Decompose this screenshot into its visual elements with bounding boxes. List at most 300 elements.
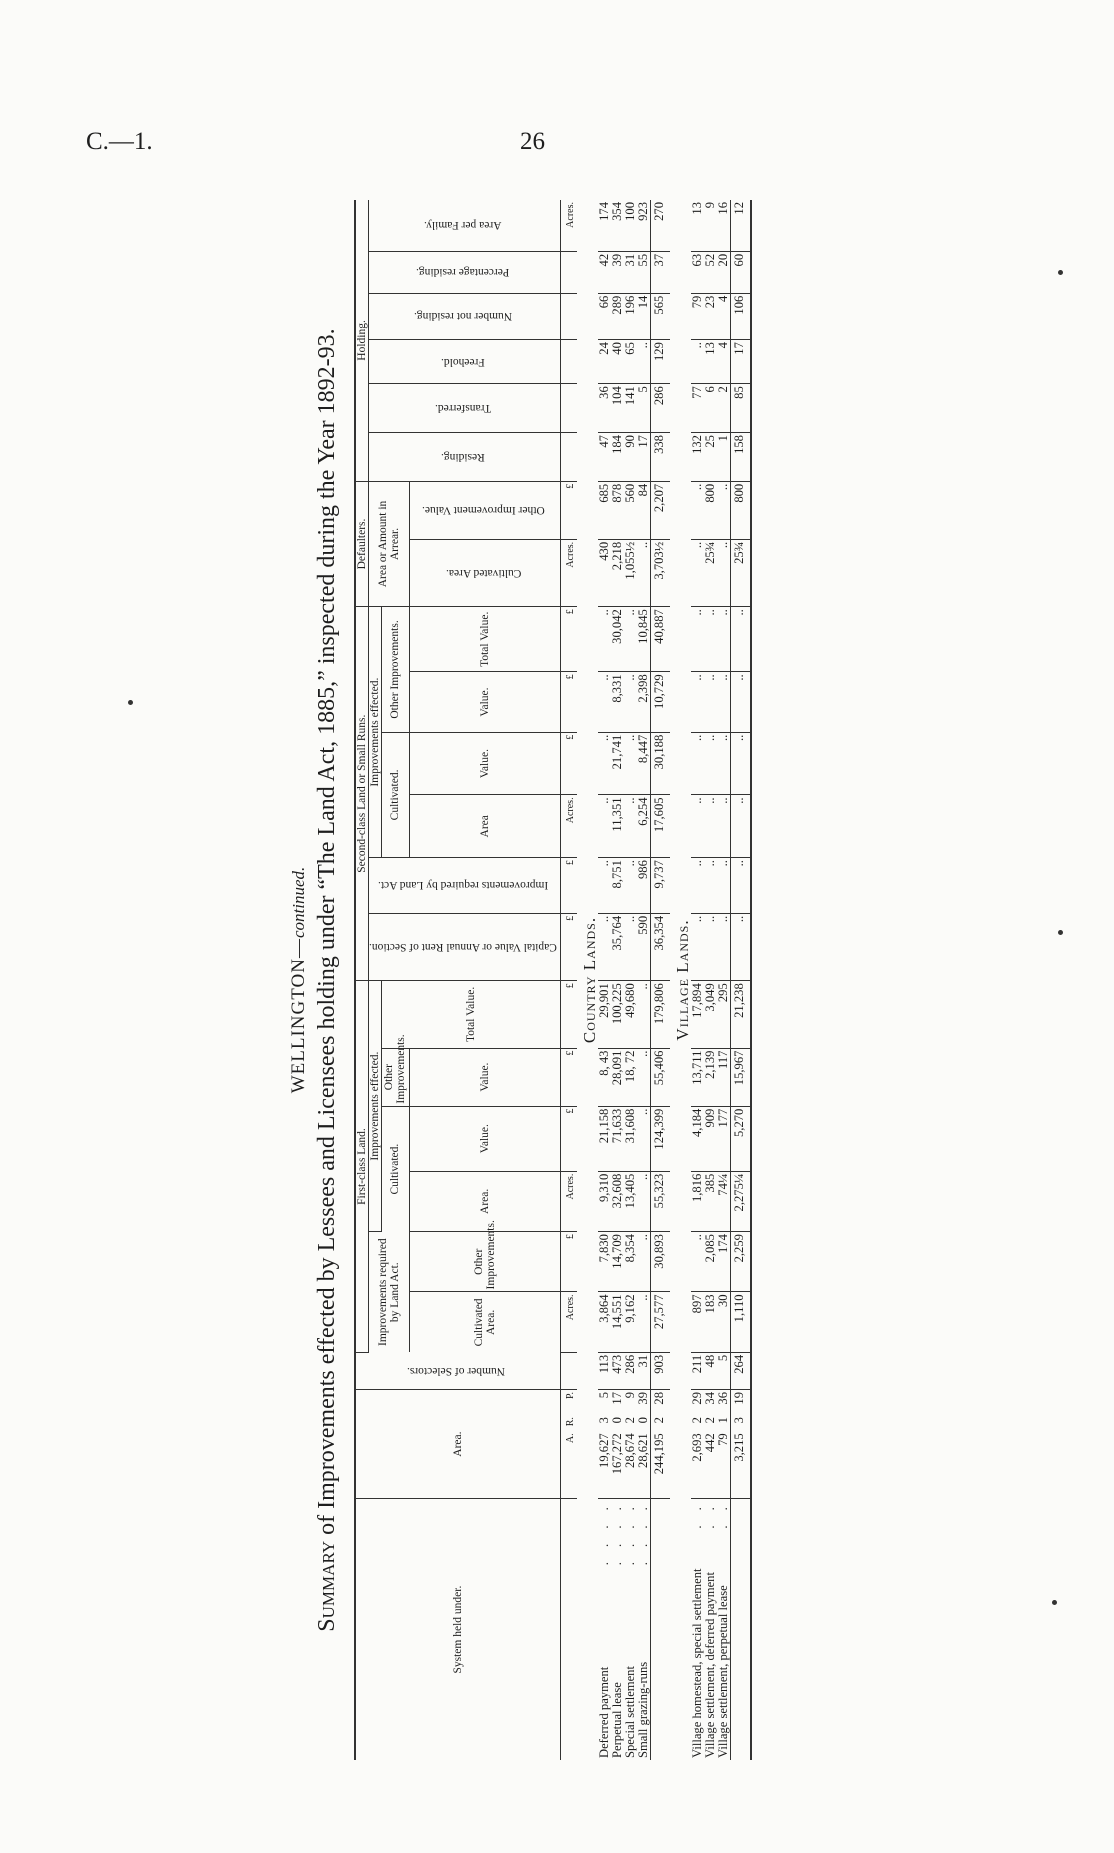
table-cell: 2,218	[611, 539, 624, 606]
table-cell: 71,633	[611, 1106, 624, 1171]
table-cell: 63	[691, 251, 704, 293]
col-req-other-imp: Other Improvements.	[409, 1232, 560, 1292]
col-sc-area: Area	[409, 795, 560, 858]
table-cell: 16	[717, 200, 731, 251]
unit-a: A.	[560, 1431, 577, 1498]
table-cell	[560, 1352, 577, 1389]
table-cell: 17	[609, 1392, 624, 1405]
table-cell: 177	[717, 1106, 731, 1171]
table-cell: 17,894	[691, 981, 704, 1048]
table-cell	[560, 1499, 577, 1760]
table-cell: 39	[611, 251, 624, 293]
table-cell: ..	[717, 481, 731, 539]
table-cell: 79	[717, 1431, 731, 1498]
group-imp-required: Improvements required by Land Act.	[369, 1232, 410, 1353]
table-cell: ..	[691, 672, 704, 732]
table-cell: ..	[691, 858, 704, 914]
table-cell	[751, 200, 752, 1760]
table-cell: 385	[704, 1171, 717, 1231]
table-cell: 49,680	[624, 981, 637, 1048]
table-row	[637, 200, 651, 1760]
group-other-imp: Other Improvements.	[382, 1048, 410, 1106]
table-cell: 295	[717, 981, 731, 1048]
table-cell: 35,764	[611, 913, 624, 980]
table-row	[704, 200, 717, 1760]
rotated-table-page	[288, 200, 1108, 1760]
table-cell: ..	[637, 1292, 651, 1352]
table-cell: 104	[611, 384, 624, 433]
unit-pound: £	[560, 1232, 577, 1292]
table-cell: 5,270	[730, 1106, 751, 1171]
col-imp-required-land-act: Improvements required by Land Act.	[369, 858, 561, 914]
table-cell: 354	[611, 200, 624, 251]
table-cell: 13,405	[624, 1171, 637, 1231]
table-row	[624, 200, 637, 1760]
unit-pound: £	[560, 981, 577, 1048]
table-cell: ..	[637, 1106, 651, 1171]
table-cell: 14,551	[611, 1292, 624, 1352]
unit-pound: £	[560, 481, 577, 539]
table-cell: 32,608	[611, 1171, 624, 1231]
table-cell	[560, 251, 577, 293]
table-cell: 2,207	[650, 481, 670, 539]
col-selectors: Number of Selectors.	[355, 1352, 560, 1389]
table-cell: 11,351	[611, 795, 624, 858]
table-cell: 211	[691, 1352, 704, 1389]
table-cell: ..	[637, 1171, 651, 1231]
group-holding: Holding.	[355, 200, 369, 481]
table-cell: 2,398	[637, 672, 651, 732]
col-not-residing: Number not residing.	[369, 293, 561, 339]
table-cell: 9	[704, 200, 717, 251]
col-req-cult-area: Cultivated Area.	[409, 1292, 560, 1352]
section-village-lands	[670, 200, 691, 1760]
table-cell: 2	[702, 1417, 717, 1424]
table-cell: 685	[598, 481, 611, 539]
group-cultivated: Cultivated.	[382, 1106, 410, 1231]
table-cell: 473	[611, 1352, 624, 1389]
group-imp-effected: Improvements effected.	[369, 981, 382, 1232]
unit-acres: Acres.	[560, 1171, 577, 1231]
table-cell: ..	[691, 481, 704, 539]
table-cell: ..	[704, 607, 717, 672]
row-name: Deferred payment . . . .	[596, 1501, 611, 1758]
table-cell: 286	[624, 1352, 637, 1389]
table-cell: ..	[717, 913, 731, 980]
table-cell: 179,806	[650, 981, 670, 1048]
col-def-other-imp: Other Improvement Value.	[409, 481, 560, 539]
table-cell: 12	[730, 200, 751, 251]
col-system: System held under.	[355, 1499, 560, 1760]
table-cell: 264	[730, 1352, 751, 1389]
table-cell: 1,816	[691, 1171, 704, 1231]
table-cell: 55,323	[650, 1171, 670, 1231]
table-cell: 3	[596, 1417, 611, 1424]
table-cell: 6,254	[637, 795, 651, 858]
table-cell: 117	[717, 1048, 731, 1106]
table-cell: 13	[691, 200, 704, 251]
table-cell: 2	[717, 384, 731, 433]
table-cell: Village Lands.	[672, 919, 692, 1041]
section-country-lands	[577, 200, 598, 1760]
total-row-country	[650, 200, 670, 1760]
table-cell: ..	[637, 981, 651, 1048]
document-code: C.—1.	[86, 128, 153, 155]
table-cell: 79	[691, 293, 704, 339]
table-cell: 124,399	[650, 1106, 670, 1171]
table-cell: 29	[689, 1392, 704, 1405]
table-cell: 25¾	[730, 539, 751, 606]
group-imp-effected-2: Improvements effected.	[369, 607, 382, 858]
table-cell: 85	[730, 384, 751, 433]
table-cell: Country Lands.	[579, 916, 599, 1044]
table-cell: 184	[611, 433, 624, 482]
table-cell: 90	[624, 433, 637, 482]
table-cell: 986	[637, 858, 651, 914]
table-cell: ..	[624, 732, 637, 795]
unit-pound: £	[560, 1048, 577, 1106]
table-cell: 19,627	[598, 1431, 611, 1498]
table-cell: 3,215	[730, 1431, 751, 1498]
table-cell: 141	[624, 384, 637, 433]
table-cell: 36,354	[650, 913, 670, 980]
col-total-value: Total Value.	[382, 981, 561, 1048]
table-cell: 34	[702, 1392, 717, 1405]
table-cell: 3,703½	[650, 539, 670, 606]
table-cell: ..	[637, 1048, 651, 1106]
table-cell: ..	[624, 913, 637, 980]
table-cell: ..	[598, 858, 611, 914]
table-cell: 338	[650, 433, 670, 482]
table-cell: 10,729	[650, 672, 670, 732]
table-cell: 565	[650, 293, 670, 339]
table-bottom-rule	[751, 200, 752, 1760]
table-cell: 21,158	[598, 1106, 611, 1171]
table-cell: ..	[637, 1232, 651, 1292]
table-cell: ..	[717, 732, 731, 795]
col-def-cult-area: Cultivated Area.	[409, 539, 560, 606]
table-cell: 30,188	[650, 732, 670, 795]
table-cell: ..	[704, 913, 717, 980]
table-cell: 28,674	[624, 1431, 637, 1498]
table-cell: 903	[650, 1352, 670, 1389]
unit-acres: Acres.	[560, 539, 577, 606]
table-cell: ..	[717, 795, 731, 858]
col-area: Area.	[355, 1390, 560, 1499]
table-cell: 21,741	[611, 732, 624, 795]
table-row	[598, 200, 611, 1760]
unit-acres: Acres.	[560, 795, 577, 858]
table-cell: 13,711	[691, 1048, 704, 1106]
group-area-arrear: Area or Amount in Arrear.	[369, 481, 410, 606]
table-cell: 84	[637, 481, 651, 539]
table-cell: 800	[730, 481, 751, 539]
table-cell: ..	[624, 795, 637, 858]
unit-pound: £	[560, 1106, 577, 1171]
table-cell: 28,621	[637, 1431, 651, 1498]
table-cell: 8,751	[611, 858, 624, 914]
group-defaulters: Defaulters.	[355, 481, 369, 606]
table-cell: 113	[598, 1352, 611, 1389]
table-cell: 18, 72	[624, 1048, 637, 1106]
table-cell: ..	[624, 607, 637, 672]
table-cell: 47	[598, 433, 611, 482]
table-cell: ..	[637, 340, 651, 384]
unit-r: R.	[564, 1417, 576, 1427]
table-cell: 174	[598, 200, 611, 251]
table-cell: 55,406	[650, 1048, 670, 1106]
table-cell: 17	[637, 433, 651, 482]
table-cell: 24	[598, 340, 611, 384]
table-cell: 8,354	[624, 1232, 637, 1292]
table-cell: 19	[730, 1390, 751, 1416]
table-cell: ..	[704, 795, 717, 858]
col-pct-residing: Percentage residing.	[369, 251, 561, 293]
table-cell: ..	[598, 732, 611, 795]
col-other-value: Value.	[409, 1048, 560, 1106]
unit-pound: £	[560, 732, 577, 795]
table-cell: ..	[624, 858, 637, 914]
table-cell: 174	[717, 1232, 731, 1292]
table-cell: 2,693	[691, 1431, 704, 1498]
row-name: Village settlement, perpetual lease . .	[715, 1501, 730, 1758]
table-cell: 2,139	[704, 1048, 717, 1106]
table-cell: 4,184	[691, 1106, 704, 1171]
table-cell: ..	[717, 607, 731, 672]
table-cell: 40,887	[650, 607, 670, 672]
table-row	[611, 200, 624, 1760]
table-cell: 800	[704, 481, 717, 539]
table-cell: 37	[650, 251, 670, 293]
group-first-class: First-class Land.	[355, 981, 369, 1353]
table-cell: 442	[704, 1431, 717, 1498]
table-cell: ..	[730, 858, 751, 914]
table-cell: 106	[730, 293, 751, 339]
group-cultivated-2: Cultivated.	[382, 732, 410, 857]
table-cell: 14	[637, 293, 651, 339]
table-cell: 0	[609, 1417, 624, 1424]
table-cell	[560, 433, 577, 482]
table-cell: 923	[637, 200, 651, 251]
table-cell: ..	[704, 858, 717, 914]
col-residing: Residing.	[369, 433, 561, 482]
table-cell: 17,605	[650, 795, 670, 858]
table-cell: ..	[730, 732, 751, 795]
table-cell: 52	[704, 251, 717, 293]
table-cell: 2	[650, 1415, 670, 1431]
table-cell: ..	[730, 672, 751, 732]
table-cell: ..	[691, 1232, 704, 1292]
summary-heading: Summary of Improvements effected by Lessees and Licensees holding under “The Land Act, 1885,” inspected during the Year 1892-93.	[314, 328, 340, 1632]
table-cell: 8,447	[637, 732, 651, 795]
table-cell: ..	[691, 913, 704, 980]
table-cell: 30,893	[650, 1232, 670, 1292]
group-second-class: Second-class Land or Small Runs.	[355, 607, 369, 981]
row-name: Special settlement . . . .	[622, 1501, 637, 1758]
table-cell: 2	[689, 1417, 704, 1424]
table-cell: 3	[730, 1415, 751, 1431]
table-cell: 897	[691, 1292, 704, 1352]
table-cell: 14,709	[611, 1232, 624, 1292]
table-cell: 878	[611, 481, 624, 539]
table-cell: 1	[717, 433, 731, 482]
table-cell: ..	[598, 607, 611, 672]
table-cell: 4	[717, 293, 731, 339]
table-cell: ..	[730, 913, 751, 980]
table-cell: 560	[624, 481, 637, 539]
unit-pound: £	[560, 607, 577, 672]
table-cell: ..	[598, 913, 611, 980]
table-row	[717, 200, 731, 1760]
table-cell: 0	[635, 1417, 650, 1424]
table-cell: 39	[635, 1392, 650, 1405]
row-name: Small grazing-runs . . . .	[635, 1501, 650, 1758]
row-name: Village settlement, deferred payment . .	[702, 1501, 717, 1758]
table-cell: ..	[691, 795, 704, 858]
table-cell: 30,042	[611, 607, 624, 672]
table-cell: 40	[611, 340, 624, 384]
table-cell	[650, 1499, 670, 1760]
table-cell: ..	[691, 607, 704, 672]
region-heading: WELLINGTON—continued.	[288, 866, 309, 1094]
table-cell: ..	[598, 672, 611, 732]
table-cell: 25	[704, 433, 717, 482]
table-cell: 9,737	[650, 858, 670, 914]
table-cell	[560, 340, 577, 384]
table-cell: 8, 43	[598, 1048, 611, 1106]
row-name: Village homestead, special settlement . .	[689, 1501, 704, 1758]
col-area-per-family: Area per Family.	[369, 200, 561, 251]
table-cell: 7,830	[598, 1232, 611, 1292]
table-cell: 4	[717, 340, 731, 384]
table-cell: 48	[704, 1352, 717, 1389]
table-cell: 42	[598, 251, 611, 293]
table-title	[288, 200, 350, 1760]
col-capital-value: Capital Value or Annual Rent of Section.	[369, 913, 561, 980]
table-cell: 21,238	[730, 981, 751, 1048]
table-cell: 28,091	[611, 1048, 624, 1106]
table-cell: 9,162	[624, 1292, 637, 1352]
table-cell: 29,901	[598, 981, 611, 1048]
table-cell: 31,608	[624, 1106, 637, 1171]
table-cell: 158	[730, 433, 751, 482]
table-cell: ..	[717, 539, 731, 606]
group-other-imp-2: Other Improvements.	[382, 607, 410, 733]
table-cell: 9	[622, 1392, 637, 1399]
col-sc-total-value: Total Value.	[409, 607, 560, 672]
table-cell	[730, 1499, 751, 1760]
table-cell: 9,310	[598, 1171, 611, 1231]
table-cell: 55	[637, 251, 651, 293]
table-cell: 2	[622, 1417, 637, 1424]
table-cell: ..	[598, 795, 611, 858]
total-row-village	[730, 200, 751, 1760]
table-cell: ..	[704, 672, 717, 732]
page-number: 26	[520, 128, 545, 155]
col-sc-value: Value.	[409, 732, 560, 795]
table-cell: 31	[624, 251, 637, 293]
table-cell: 30	[717, 1292, 731, 1352]
table-cell: 5	[596, 1392, 611, 1399]
scan-speck	[128, 700, 133, 705]
table-cell: 36	[598, 384, 611, 433]
unit-acres: Acres.	[560, 1292, 577, 1352]
table-cell: 244,195	[650, 1431, 670, 1498]
improvements-table	[354, 200, 752, 1760]
table-cell: 6	[704, 384, 717, 433]
table-cell: 5	[717, 1352, 731, 1389]
table-cell: 17	[730, 340, 751, 384]
unit-pound: £	[560, 672, 577, 732]
table-cell: 10,845	[637, 607, 651, 672]
table-cell: 1,110	[730, 1292, 751, 1352]
table-cell: 5	[637, 384, 651, 433]
table-cell: ..	[691, 340, 704, 384]
table-cell: 65	[624, 340, 637, 384]
table-cell: 2,259	[730, 1232, 751, 1292]
table-cell: ..	[704, 732, 717, 795]
table-cell: 36	[715, 1392, 730, 1405]
table-cell: 20	[717, 251, 731, 293]
table-row	[691, 200, 704, 1760]
table-cell: 289	[611, 293, 624, 339]
table-cell: 100,225	[611, 981, 624, 1048]
table-cell: 100	[624, 200, 637, 251]
col-cult-area: Area.	[409, 1171, 560, 1231]
table-cell: 3,049	[704, 981, 717, 1048]
col-cult-value: Value.	[409, 1106, 560, 1171]
table-cell: 183	[704, 1292, 717, 1352]
col-transferred: Transferred.	[369, 384, 561, 433]
table-cell: 196	[624, 293, 637, 339]
table-cell: ..	[637, 539, 651, 606]
table-cell: 23	[704, 293, 717, 339]
table-cell: 590	[637, 913, 651, 980]
table-cell: ..	[691, 732, 704, 795]
col-freehold: Freehold.	[369, 340, 561, 384]
table-cell: 1,055½	[624, 539, 637, 606]
unit-pound: £	[560, 858, 577, 914]
table-cell: 74¼	[717, 1171, 731, 1231]
table-cell: ..	[717, 672, 731, 732]
table-cell	[560, 293, 577, 339]
table-cell: 77	[691, 384, 704, 433]
table-cell: ..	[624, 672, 637, 732]
table-cell: 270	[650, 200, 670, 251]
table-cell: 8,331	[611, 672, 624, 732]
table-cell: 13	[704, 340, 717, 384]
table-cell: 60	[730, 251, 751, 293]
table-cell: 25¾	[704, 539, 717, 606]
table-cell: 1	[715, 1417, 730, 1424]
unit-p: P.	[564, 1392, 576, 1399]
table-cell: 286	[650, 384, 670, 433]
table-cell: 167,272	[611, 1431, 624, 1498]
table-cell: ..	[691, 539, 704, 606]
table-cell: 66	[598, 293, 611, 339]
table-cell: 129	[650, 340, 670, 384]
unit-acres: Acres.	[560, 200, 577, 251]
table-cell: ..	[730, 795, 751, 858]
table-cell: 15,967	[730, 1048, 751, 1106]
table-cell	[560, 384, 577, 433]
table-cell: 27,577	[650, 1292, 670, 1352]
row-name: Perpetual lease . . . .	[609, 1501, 624, 1758]
table-cell: 430	[598, 539, 611, 606]
table-cell: 2,275¼	[730, 1171, 751, 1231]
table-cell: 132	[691, 433, 704, 482]
unit-pound: £	[560, 913, 577, 980]
